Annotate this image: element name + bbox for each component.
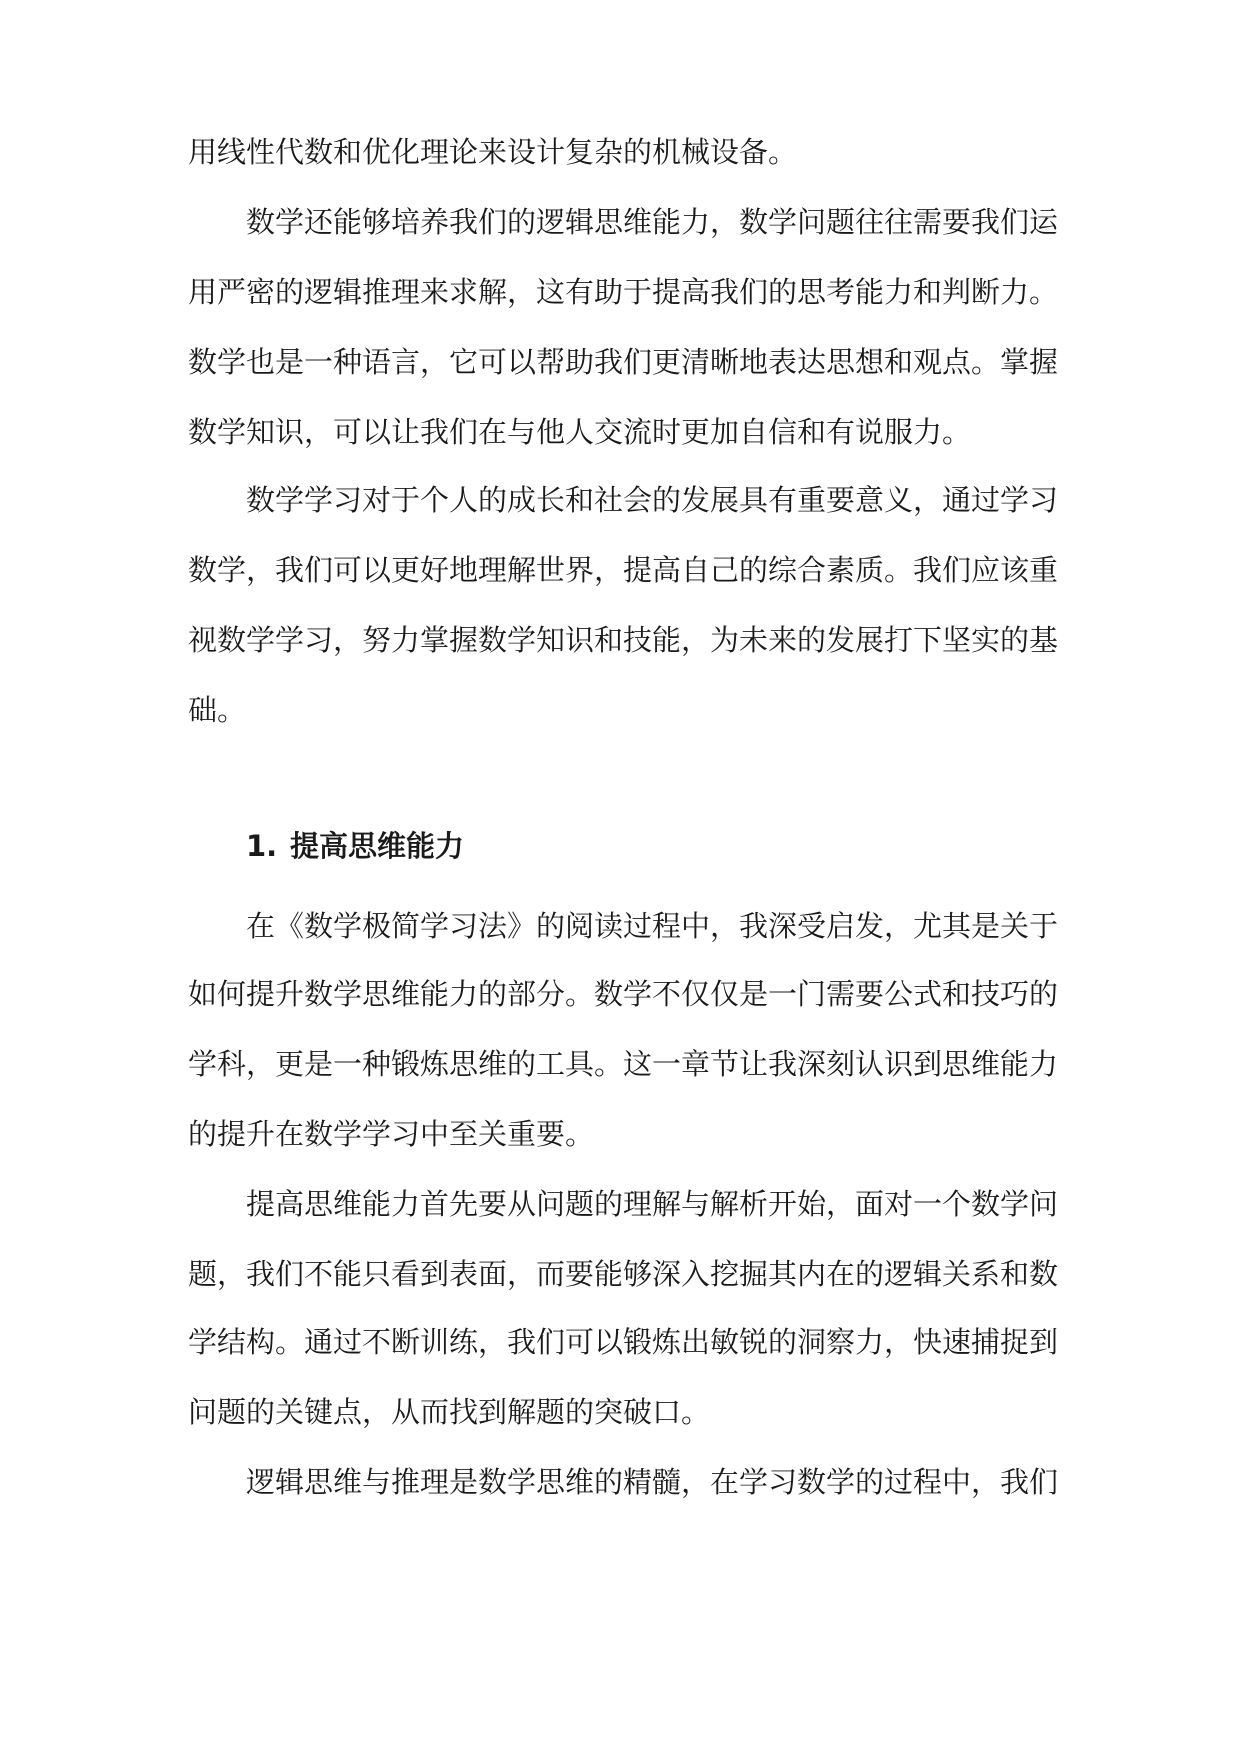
paragraph-line: 数学还能够培养我们的逻辑思维能力，数学问题往往需要我们运 — [246, 205, 1059, 239]
paragraph-line: 数学也是一种语言，它可以帮助我们更清晰地表达思想和观点。掌握 — [188, 345, 1059, 379]
paragraph-line: 如何提升数学思维能力的部分。数学不仅仅是一门需要公式和技巧的 — [188, 977, 1059, 1011]
paragraph-line: 逻辑思维与推理是数学思维的精髓，在学习数学的过程中，我们 — [246, 1465, 1059, 1499]
paragraph-line: 数学知识，可以让我们在与他人交流时更加自信和有说服力。 — [188, 415, 972, 449]
paragraph-line: 学结构。通过不断训练，我们可以锻炼出敏锐的洞察力，快速捕捉到 — [188, 1325, 1059, 1359]
section-heading-title: 提高思维能力 — [290, 829, 465, 863]
section-heading — [246, 826, 464, 866]
paragraph-line: 用线性代数和优化理论来设计复杂的机械设备。 — [188, 135, 798, 169]
paragraph-line: 用严密的逻辑推理来求解，这有助于提高我们的思考能力和判断力。 — [188, 275, 1059, 309]
paragraph-line: 础。 — [188, 693, 247, 727]
paragraph-line: 数学，我们可以更好地理解世界，提高自己的综合素质。我们应该重 — [188, 553, 1059, 587]
paragraph-line: 学科，更是一种锻炼思维的工具。这一章节让我深刻认识到思维能力 — [188, 1047, 1059, 1081]
paragraph-line: 提高思维能力首先要从问题的理解与解析开始，面对一个数学问 — [246, 1187, 1059, 1221]
paragraph-line: 视数学学习，努力掌握数学知识和技能，为未来的发展打下坚实的基 — [188, 623, 1059, 657]
paragraph-line: 问题的关键点，从而找到解题的突破口。 — [188, 1395, 711, 1429]
paragraph-line: 的提升在数学学习中至关重要。 — [188, 1117, 595, 1151]
paragraph-line: 数学学习对于个人的成长和社会的发展具有重要意义，通过学习 — [246, 483, 1059, 517]
paragraph-line: 题，我们不能只看到表面，而要能够深入挖掘其内在的逻辑关系和数 — [188, 1257, 1059, 1291]
paragraph-line: 在《数学极简学习法》的阅读过程中，我深受启发，尤其是关于 — [246, 909, 1059, 943]
section-heading-number: 1. — [246, 829, 278, 863]
